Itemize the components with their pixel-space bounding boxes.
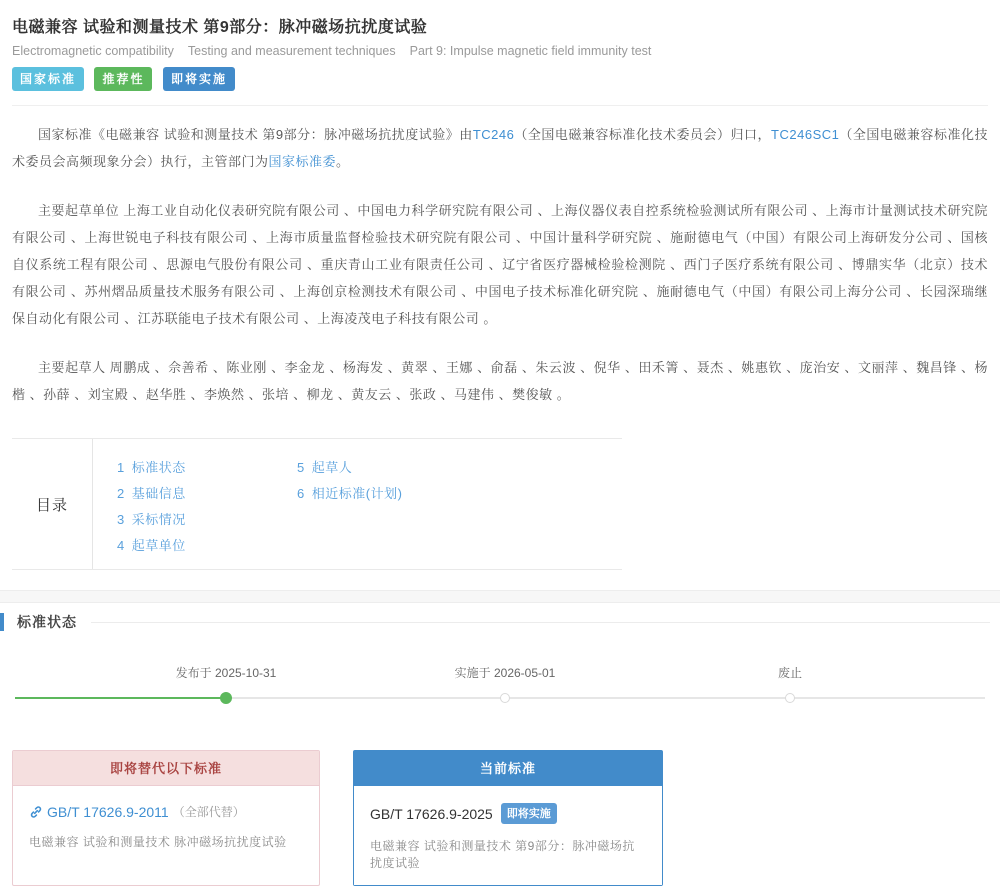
header-divider: [12, 105, 988, 106]
milestone-published-label: 发布于 2025-10-31: [175, 666, 277, 680]
toc-item-drafters[interactable]: 5 起草人: [297, 460, 353, 475]
page-subtitle-en: [12, 44, 988, 58]
replaced-code-line: [29, 803, 303, 820]
toc-item-drafting-units[interactable]: 4 起草单位: [117, 538, 186, 553]
link-tc246[interactable]: TC246: [472, 127, 515, 142]
page-title: 电磁兼容 试验和测量技术 第9部分：脉冲磁场抗扰度试验: [12, 19, 428, 36]
toc-item-basic-info[interactable]: 2 基础信息: [117, 486, 186, 501]
milestone-implemented-label: 实施于 2026-05-01: [454, 666, 556, 680]
tag-upcoming: 即将实施: [163, 67, 235, 91]
tag-national-standard: 国家标准: [12, 67, 84, 91]
governance-paragraph: [12, 121, 988, 175]
drafters-paragraph: 主要起草人 周鹏成 、佘善希 、陈业刚 、李金龙 、杨海发 、黄翠 、王娜 、俞磊 、朱云波 、倪华 、田禾箐 、聂杰 、姚惠钦 、庞治安 、文丽萍 、魏昌锋 、杨楷 、孙薛 、刘宝殿 、赵华胜 、李焕然 、张培 、柳龙 、黄友云 、张政 、马建伟 、樊俊敏 。: [12, 360, 988, 402]
milestone-implemented-dot: [500, 693, 510, 703]
toc-columns: [93, 439, 477, 569]
section-separator: [0, 590, 1000, 603]
drafting-units-paragraph: 主要起草单位 上海工业自动化仪表研究院有限公司 、中国电力科学研究院有限公司 、上海仪器仪表自控系统检验测试所有限公司 、上海市计量测试技术研究院有限公司 、上海世锐电子科技有限公司 、上海市质量监督检验技术研究院有限公司 、中国计量科学研究院 、施耐德电气（中国）有限公司上海研发分公司 、国核自仪系统工程有限公司 、思源电气股份有限公司 、重庆青山工业有限责任公司 、辽宁省医疗器械检验检测院 、西门子医疗系统有限公司 、博鼎实华（北京）技术有限公司 、苏州熠品质量技术服务有限公司 、上海创京检测技术有限公司 、中国电子技术标准化研究院 、施耐德电气（中国）有限公司上海分公司 、长园深瑞继保自动化有限公司 、江苏联能电子技术有限公司 、上海凌茂电子科技有限公司 。: [12, 203, 988, 326]
toc-column-2: [297, 455, 477, 559]
current-standard-desc: 电磁兼容 试验和测量技术 第9部分：脉冲磁场抗扰度试验: [370, 839, 635, 870]
replaced-card-header: 即将替代以下标准: [13, 751, 319, 786]
text-segment: （全国电磁兼容标准化技术委员会）归口，: [514, 127, 772, 142]
upcoming-implementation-badge: 即将实施: [501, 803, 557, 824]
milestone-abolished-label: 废止: [777, 666, 803, 680]
milestone-published-dot: [220, 692, 232, 704]
toc-item-adoption[interactable]: 3 采标情况: [117, 512, 186, 527]
toc-label: 目录: [12, 439, 93, 569]
link-tc246sc1[interactable]: TC246SC1: [771, 127, 840, 142]
subtitle-part: Testing and measurement techniques: [187, 44, 396, 58]
current-standard-card: [353, 750, 663, 886]
current-card-body: [354, 786, 662, 885]
status-section-heading: 标准状态: [17, 614, 77, 630]
heading-rule: [91, 622, 990, 623]
replaced-standard-link[interactable]: GB/T 17626.9-2011: [47, 803, 169, 820]
replaced-standard-note: （全部代替）: [172, 805, 245, 819]
page-header: [0, 0, 1000, 106]
link-sac[interactable]: 国家标准委: [268, 154, 337, 169]
heading-accent-bar: [0, 613, 4, 631]
standard-cards: [12, 750, 1000, 886]
subtitle-part: Part 9: Impulse magnetic field immunity test: [409, 44, 652, 58]
text-segment: （全国电磁兼容标准化技术委员会高频现象分会）执行，主管部门为: [12, 127, 988, 169]
text-segment: 国家标准《电磁兼容 试验和测量技术 第9部分：脉冲磁场抗扰度试验》由: [38, 127, 473, 142]
toc: [12, 438, 622, 570]
current-code-line: [370, 803, 646, 824]
status-timeline: [0, 656, 1000, 722]
tag-recommended: 推荐性: [94, 67, 152, 91]
toc-column-1: [117, 455, 297, 559]
status-section-heading-row: [0, 612, 1000, 632]
toc-item-standard-status[interactable]: 1 标准状态: [117, 460, 186, 475]
tag-row: [12, 67, 988, 91]
replaced-standard-desc: 电磁兼容 试验和测量技术 脉冲磁场抗扰度试验: [29, 835, 287, 849]
link-icon: [29, 805, 43, 819]
subtitle-part: Electromagnetic compatibility: [12, 44, 174, 58]
milestone-abolished-dot: [785, 693, 795, 703]
current-card-header: 当前标准: [354, 751, 662, 786]
toc-item-related-standards[interactable]: 6 相近标准(计划): [297, 486, 403, 501]
replaced-standard-card: [12, 750, 320, 886]
text-segment: 。: [336, 154, 350, 169]
replaced-card-body: [13, 786, 319, 864]
timeline-track-completed: [15, 697, 226, 699]
current-standard-code: GB/T 17626.9-2025: [370, 805, 493, 822]
